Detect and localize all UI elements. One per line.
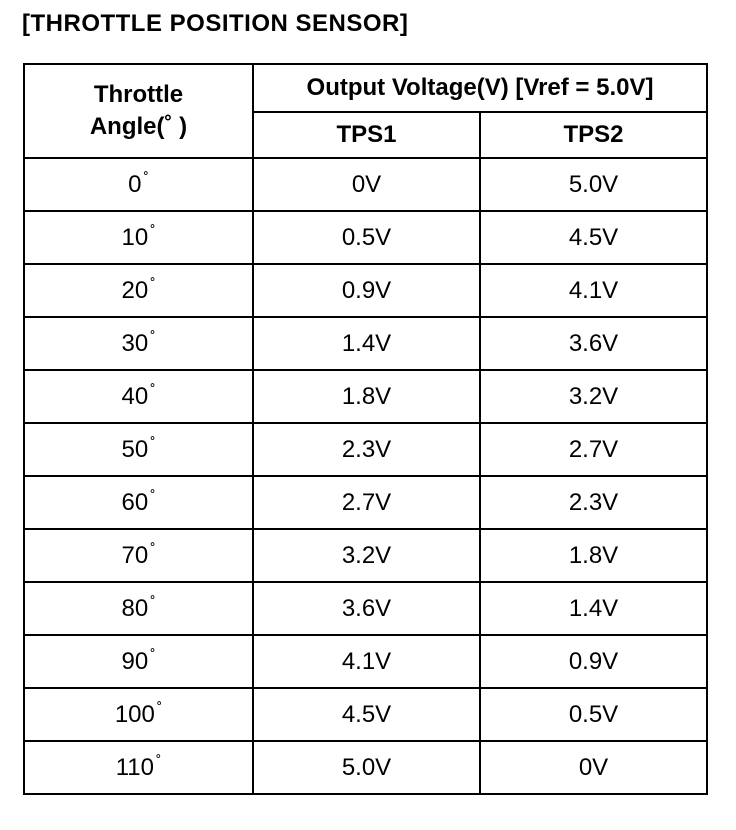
throttle-angle-header: [24, 64, 253, 158]
degree-symbol: ˚: [150, 382, 156, 400]
angle-cell: [24, 211, 253, 264]
angle-cell: [24, 741, 253, 794]
throttle-angle-header-line1: Throttle: [93, 81, 184, 108]
tps1-voltage-cell: 2.3V: [253, 423, 480, 476]
degree-symbol: ˚: [143, 170, 149, 188]
tps2-voltage-cell: 3.2V: [480, 370, 707, 423]
tps1-voltage-cell: 4.5V: [253, 688, 480, 741]
tps1-voltage-cell: 1.8V: [253, 370, 480, 423]
tps1-voltage-cell: 3.6V: [253, 582, 480, 635]
tps2-header: TPS2: [480, 112, 707, 158]
angle-cell: [24, 529, 253, 582]
tps2-voltage-cell: 0V: [480, 741, 707, 794]
table-row: [24, 211, 707, 264]
angle-value: 30: [121, 329, 149, 357]
tps2-voltage-cell: 5.0V: [480, 158, 707, 211]
tps2-voltage-cell: 1.4V: [480, 582, 707, 635]
degree-symbol: ˚: [150, 594, 156, 612]
tps2-voltage-cell: 2.7V: [480, 423, 707, 476]
throttle-angle-header-line2: Angle(˚ ): [89, 113, 188, 140]
angle-value: 10: [121, 223, 149, 251]
page-title: [THROTTLE POSITION SENSOR]: [22, 10, 409, 37]
angle-value: 0: [128, 170, 142, 198]
table-row: [24, 635, 707, 688]
angle-value: 60: [121, 488, 149, 516]
degree-symbol: ˚: [150, 329, 156, 347]
angle-cell: [24, 158, 253, 211]
angle-cell: [24, 582, 253, 635]
table-row: [24, 529, 707, 582]
angle-cell: [24, 476, 253, 529]
table-row: [24, 688, 707, 741]
table-row: [24, 582, 707, 635]
tps2-voltage-cell: 0.5V: [480, 688, 707, 741]
angle-value: 80: [121, 594, 149, 622]
table-row: [24, 317, 707, 370]
angle-value: 20: [121, 276, 149, 304]
degree-symbol: ˚: [155, 753, 162, 771]
angle-value: 90: [121, 647, 149, 675]
angle-cell: [24, 423, 253, 476]
degree-symbol: ˚: [156, 700, 163, 718]
angle-cell: [24, 370, 253, 423]
degree-symbol: ˚: [150, 223, 156, 241]
tps1-voltage-cell: 1.4V: [253, 317, 480, 370]
angle-value: 70: [121, 541, 149, 569]
table-row: [24, 741, 707, 794]
tps1-voltage-cell: 3.2V: [253, 529, 480, 582]
table-header: [24, 64, 707, 158]
table-row: [24, 264, 707, 317]
angle-value: 110: [115, 753, 154, 781]
tps1-header: TPS1: [253, 112, 480, 158]
tps1-voltage-cell: 2.7V: [253, 476, 480, 529]
degree-symbol: ˚: [150, 435, 156, 453]
tps2-voltage-cell: 0.9V: [480, 635, 707, 688]
degree-symbol: ˚: [150, 488, 156, 506]
angle-value: 50: [121, 435, 149, 463]
table-row: [24, 158, 707, 211]
degree-symbol: ˚: [150, 647, 156, 665]
tps-voltage-table: [23, 63, 708, 795]
tps1-voltage-cell: 5.0V: [253, 741, 480, 794]
tps1-voltage-cell: 0.5V: [253, 211, 480, 264]
tps1-voltage-cell: 0.9V: [253, 264, 480, 317]
tps1-voltage-cell: 4.1V: [253, 635, 480, 688]
tps2-voltage-cell: 3.6V: [480, 317, 707, 370]
tps2-voltage-cell: 4.5V: [480, 211, 707, 264]
tps2-voltage-cell: 4.1V: [480, 264, 707, 317]
table-row: [24, 370, 707, 423]
header-row-group: [24, 64, 707, 112]
tps2-voltage-cell: 1.8V: [480, 529, 707, 582]
angle-cell: [24, 635, 253, 688]
angle-cell: [24, 317, 253, 370]
angle-value: 100: [114, 700, 155, 728]
degree-symbol: ˚: [150, 276, 156, 294]
table-body: [24, 158, 707, 794]
degree-symbol: ˚: [150, 541, 156, 559]
angle-cell: [24, 264, 253, 317]
angle-cell: [24, 688, 253, 741]
output-voltage-header: Output Voltage(V) [Vref = 5.0V]: [253, 64, 707, 112]
tps2-voltage-cell: 2.3V: [480, 476, 707, 529]
table-row: [24, 476, 707, 529]
tps1-voltage-cell: 0V: [253, 158, 480, 211]
table-row: [24, 423, 707, 476]
angle-value: 40: [121, 382, 149, 410]
